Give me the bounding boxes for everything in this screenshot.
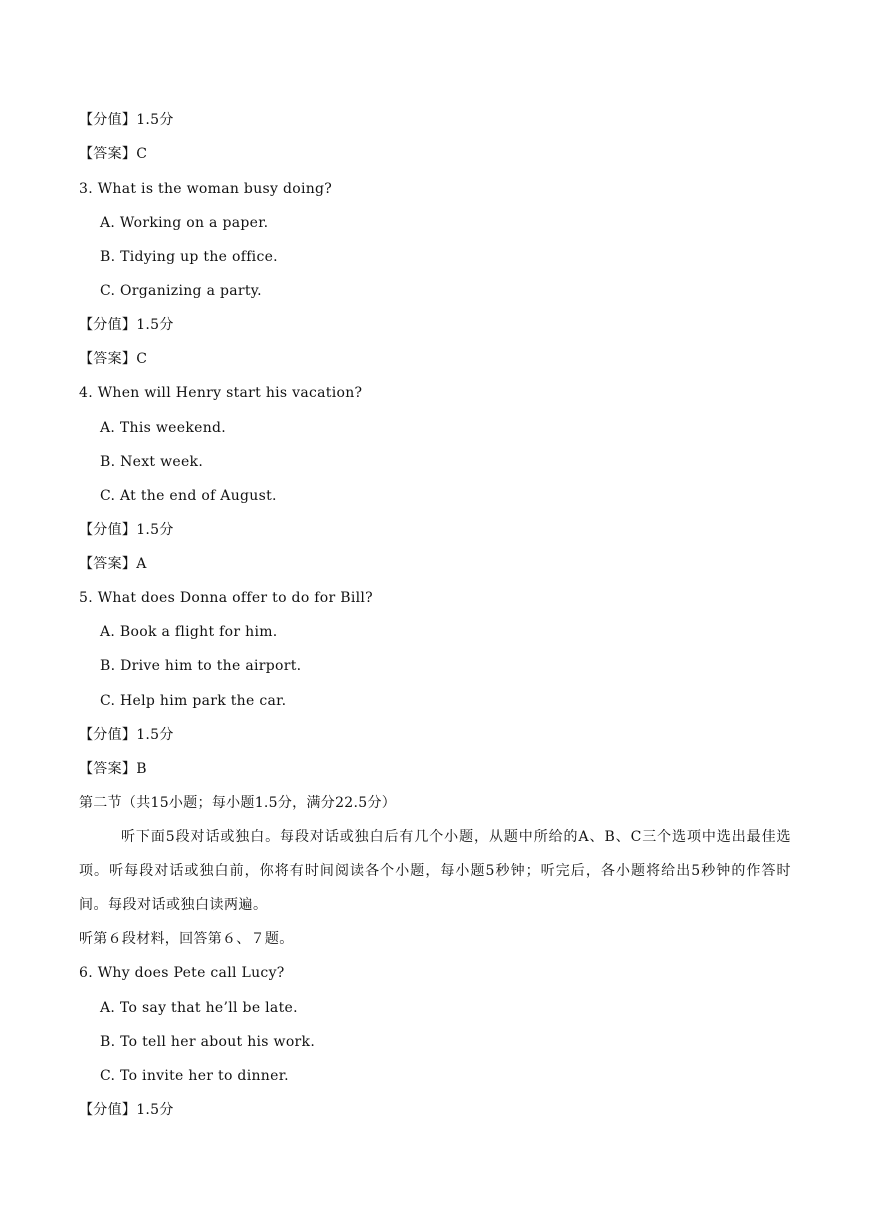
material-heading: 听第６段材料，回答第６、７题。 (79, 931, 294, 947)
question-6: 6. Why does Pete call Lucy? (79, 965, 285, 981)
question-6-option-b: B. To tell her about his work. (100, 1034, 316, 1050)
question-5-option-a: A. Book a flight for him. (100, 624, 278, 640)
question-5-option-c: C. Help him park the car. (100, 693, 287, 709)
question-3-option-a: A. Working on a paper. (100, 215, 269, 231)
answer-line: 【答案】C (79, 351, 148, 367)
answer-line: 【答案】C (79, 146, 148, 162)
question-4-option-c: C. At the end of August. (100, 488, 277, 504)
answer-line: 【答案】B (79, 761, 147, 777)
question-5: 5. What does Donna offer to do for Bill? (79, 590, 373, 606)
answer-line: 【答案】A (79, 556, 147, 572)
score-line: 【分值】1.5分 (79, 1102, 174, 1118)
question-3: 3. What is the woman busy doing? (79, 181, 333, 197)
question-5-option-b: B. Drive him to the airport. (100, 658, 302, 674)
section-heading: 第二节（共15小题；每小题1.5分，满分22.5分） (79, 795, 397, 811)
question-6-option-c: C. To invite her to dinner. (100, 1068, 289, 1084)
question-3-option-c: C. Organizing a party. (100, 283, 262, 299)
score-line: 【分值】1.5分 (79, 112, 174, 128)
question-6-option-a: A. To say that he’ll be late. (100, 1000, 298, 1016)
question-3-option-b: B. Tidying up the office. (100, 249, 278, 265)
section-instructions: 听下面5段对话或独白。每段对话或独白后有几个小题，从题中所给的A、B、C三个选项中选出最佳选项。听每段对话或独白前，你将有时间阅读各个小题，每小题5秒钟；听完后，各小题将给出5秒钟的作答时间。每段对话或独白读两遍。 (79, 829, 791, 913)
score-line: 【分值】1.5分 (79, 522, 174, 538)
question-4: 4. When will Henry start his vacation? (79, 385, 363, 401)
question-4-option-a: A. This weekend. (100, 420, 227, 436)
score-line: 【分值】1.5分 (79, 317, 174, 333)
question-4-option-b: B. Next week. (100, 454, 204, 470)
score-line: 【分值】1.5分 (79, 727, 174, 743)
